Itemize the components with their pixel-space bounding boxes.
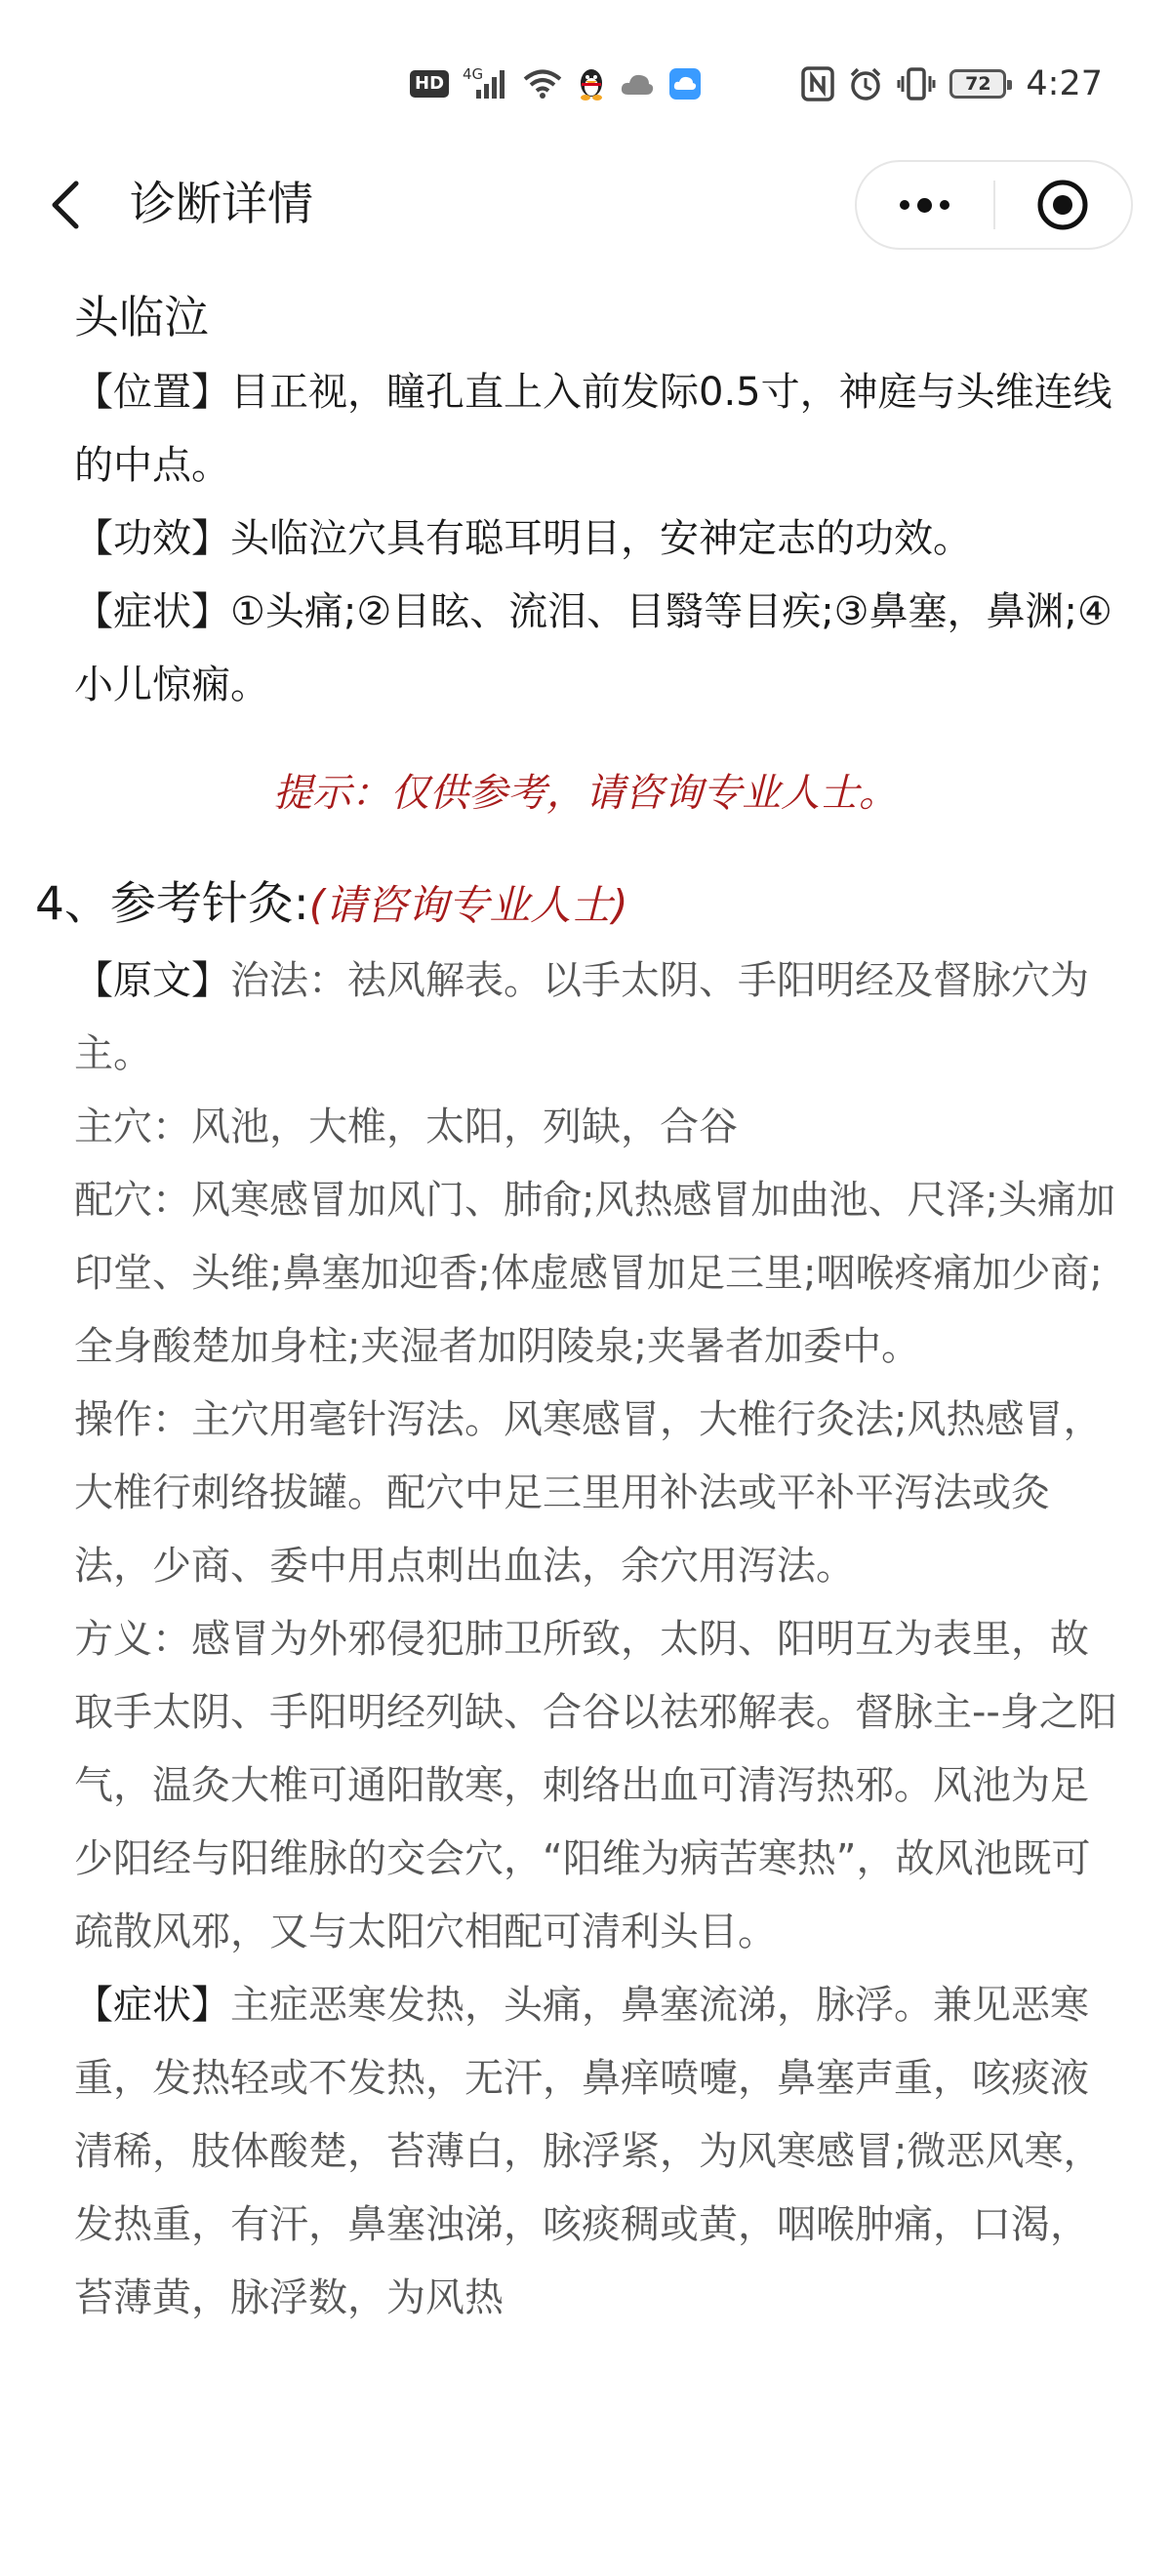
section-symptom-text: 主症恶寒发热，头痛，鼻塞流涕，脉浮。兼见恶寒重，发热轻或不发热，无汗，鼻痒喷嚏，鼻塞声重，咳痰液清稀，肢体酸楚，苔薄白，脉浮紧，为风寒感冒;微恶风寒，发热重，有汗，鼻塞浊涕，咳痰稠或黄，咽喉肿痛，口渴，苔薄黄，脉浮数，为风热 (74, 1983, 1103, 2320)
chevron-left-icon (47, 178, 86, 232)
cellular-signal-icon (463, 65, 508, 100)
acupoint-block (0, 278, 1171, 722)
status-bar (0, 0, 1171, 127)
acupoint-effect (74, 503, 1124, 576)
more-dots-icon (900, 198, 949, 213)
back-button[interactable] (39, 178, 94, 232)
position-text: 目正视，瞳孔直上入前发际0.5寸，神庭与头维连线的中点。 (74, 370, 1112, 488)
position-tag: 【位置】 (74, 370, 230, 415)
wifi-icon (522, 68, 563, 100)
cloud-icon (620, 71, 655, 97)
battery-level: 72 (965, 72, 991, 95)
navigation-bar (0, 156, 1171, 254)
cloud-app-icon (668, 67, 702, 101)
more-button[interactable] (857, 162, 993, 248)
status-time: 4:27 (1026, 64, 1103, 103)
original-tag: 【原文】 (74, 958, 230, 1003)
section-title-acupuncture (0, 865, 1171, 945)
main-points: 主穴：风池，大椎，太阳，列缺，合谷 (74, 1105, 738, 1149)
battery-icon (949, 69, 1006, 99)
effect-text: 头临泣穴具有聪耳明目，安神定志的功效。 (230, 516, 972, 561)
status-left-icons (410, 62, 702, 105)
disclaimer-tip: 提示：仅供参考，请咨询专业人士。 (273, 771, 898, 816)
section-symptom-para (74, 1969, 1124, 2335)
section-title-hint: (请咨询专业人士) (308, 881, 628, 929)
qq-penguin-icon (577, 66, 606, 101)
page-title: 诊断详情 (130, 178, 313, 231)
meaning-text: 方义：感冒为外邪侵犯肺卫所致，太阴、阳明互为表里，故取手太阴、手阳明经列缺、合谷以祛邪解表。督脉主--身之阳气，温灸大椎可通阳散寒，刺络出血可清泻热邪。风池为足少阳经与阳维脉的交会穴，“阳维为病苦寒热”，故风池既可疏散风邪，又与太阳穴相配可清利头目。 (74, 1617, 1117, 1954)
symptom-tag: 【症状】 (74, 589, 230, 634)
acupuncture-block (0, 945, 1171, 2335)
acupoint-symptom (74, 576, 1124, 722)
nfc-icon (801, 66, 834, 101)
miniprogram-capsule (855, 160, 1133, 250)
diagnosis-content (0, 278, 1171, 2576)
acupoint-position (74, 356, 1124, 503)
symptom-text: ①头痛;②目眩、流泪、目翳等目疾;③鼻塞，鼻渊;④小儿惊痫。 (74, 589, 1112, 707)
operation-text: 操作：主穴用毫针泻法。风寒感冒，大椎行灸法;风热感冒，大椎行刺络拔罐。配穴中足三里用补法或平补平泻法或灸法，少商、委中用点刺出血法，余穴用泻法。 (74, 1397, 1103, 1589)
target-circle-icon (1035, 178, 1090, 232)
original-text-para (74, 945, 1124, 1091)
original-text: 治法：祛风解表。以手太阴、手阳明经及督脉穴为主。 (74, 958, 1089, 1076)
vibrate-icon (897, 66, 936, 101)
section-title-text: 4、参考针灸: (35, 877, 309, 931)
acupoint-name: 头临泣 (74, 291, 209, 343)
status-right-icons (801, 62, 1103, 105)
alarm-icon (848, 66, 883, 101)
extra-points: 配穴：风寒感冒加风门、肺俞;风热感冒加曲池、尺泽;头痛加印堂、头维;鼻塞加迎香;体虚感冒加足三里;咽喉疼痛加少商;全身酸楚加身柱;夹湿者加阴陵泉;夹暑者加委中。 (74, 1178, 1115, 1369)
section-symptom-tag: 【症状】 (74, 1983, 230, 2028)
effect-tag: 【功效】 (74, 516, 230, 561)
close-miniprogram-button[interactable] (995, 162, 1132, 248)
network-type-label: 4G (463, 65, 484, 83)
hd-badge: HD (410, 70, 449, 98)
